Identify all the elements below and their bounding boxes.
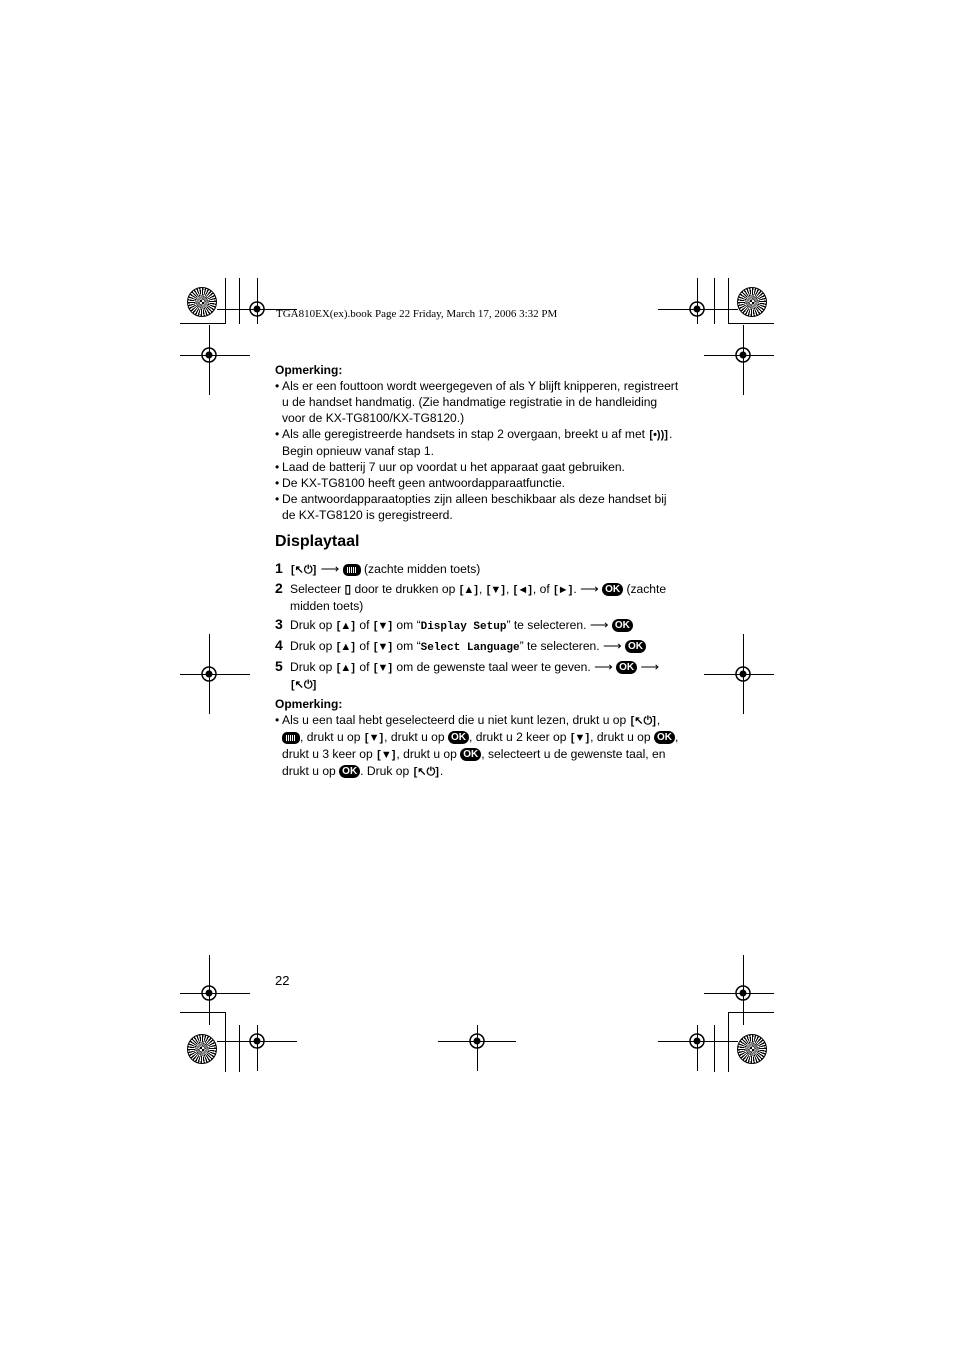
handset-icon: ▯	[344, 582, 352, 596]
page-content	[275, 362, 680, 780]
ok-key-icon: OK	[612, 619, 633, 632]
down-key-icon: [ ▼ ]	[373, 618, 393, 634]
note-title: Opmerking:	[275, 697, 343, 711]
section-title: Displaytaal	[275, 533, 360, 550]
up-key-icon: [ ▲ ]	[336, 660, 356, 676]
ok-key-icon: OK	[448, 731, 469, 744]
ok-key-icon: OK	[625, 640, 646, 653]
page-number: 22	[275, 973, 290, 988]
down-key-icon: [ ▼ ]	[376, 747, 396, 763]
display-text: Display Setup	[420, 621, 507, 633]
up-key-icon: [ ▲ ]	[336, 618, 356, 634]
ok-key-icon: OK	[602, 583, 623, 596]
ok-key-icon: OK	[339, 765, 360, 778]
down-key-icon: [ ▼ ]	[364, 730, 384, 746]
note-item: • De KX-TG8100 heeft geen antwoordapparaatfunctie.	[275, 475, 680, 491]
note-item: • Laad de batterij 7 uur op voordat u het apparaat gaat gebruiken.	[275, 459, 680, 475]
arrow-right-icon: ⟶	[594, 659, 613, 674]
note-list	[275, 378, 680, 523]
steps-list	[275, 561, 680, 693]
ok-key-icon: OK	[460, 748, 481, 761]
step-4: 4 Druk op [ ▲ ] of [ ▼ ] om “Select Language” te selecteren. ⟶ OK	[275, 638, 680, 656]
note-title: Opmerking:	[275, 363, 343, 377]
step-1: 1 [ ↖⏻ ] ⟶ (zachte midden toets)	[275, 561, 680, 578]
arrow-right-icon: ⟶	[640, 659, 660, 674]
off-key-icon: [ ↖⏻ ]	[630, 713, 657, 729]
intercom-key-icon: [ •)) ]	[648, 427, 669, 443]
display-text: Select Language	[420, 642, 520, 654]
up-key-icon: [ ▲ ]	[459, 582, 479, 598]
off-key-icon: [ ↖⏻ ]	[290, 677, 317, 693]
arrow-right-icon: ⟶	[589, 617, 609, 632]
step-3: 3 Druk op [ ▲ ] of [ ▼ ] om “Display Setup” te selecteren. ⟶ OK	[275, 617, 680, 635]
off-key-icon: [ ↖⏻ ]	[290, 562, 317, 578]
menu-key-icon	[282, 732, 300, 744]
arrow-right-icon: ⟶	[580, 581, 599, 596]
down-key-icon: [ ▼ ]	[373, 660, 393, 676]
ok-key-icon: OK	[654, 731, 675, 744]
step-2: 2 Selecteer ▯ door te drukken op [ ▲ ] , [ ▼ ] , [ ◄ ] , of [ ► ] . ⟶ OK (zachte midden toets)	[275, 581, 680, 614]
menu-key-icon	[343, 564, 361, 576]
off-key-icon: [ ↖⏻ ]	[413, 764, 440, 780]
note-item: • De antwoordapparaatopties zijn alleen beschikbaar als deze handset bij de KX-TG8120 is geregistreerd.	[275, 491, 680, 523]
up-key-icon: [ ▲ ]	[336, 639, 356, 655]
file-header: TGA810EX(ex).book Page 22 Friday, March 17, 2006 3:32 PM	[276, 308, 558, 320]
note-item: • Als alle geregistreerde handsets in stap 2 overgaan, breekt u af met [ •)) ] . Begin opnieuw vanaf stap 1.	[275, 426, 680, 459]
arrow-right-icon: ⟶	[320, 561, 340, 576]
down-key-icon: [ ▼ ]	[373, 639, 393, 655]
down-key-icon: [ ▼ ]	[570, 730, 590, 746]
note-item: • Als u een taal hebt geselecteerd die u niet kunt lezen, drukt u op [ ↖⏻ ] , , drukt u op [ ▼ ] , drukt u op OK , drukt u 2 keer op [ ▼ ] , drukt u op OK , drukt u 3 keer op [ ▼ ] , drukt u op OK , selecteert u de gewenste taal, en drukt u op OK . Druk op [ ↖⏻ ] .	[275, 712, 680, 780]
ok-key-icon: OK	[616, 661, 637, 674]
note-item: • Als er een fouttoon wordt weergegeven of als Y blijft knipperen, registreert u de handset handmatig. (Zie handmatige registratie in de handleiding voor de KX-TG8100/KX-TG8120.)	[275, 378, 680, 426]
right-key-icon: [ ► ]	[553, 582, 573, 598]
step-5: 5 Druk op [ ▲ ] of [ ▼ ] om de gewenste taal weer te geven. ⟶ OK ⟶ [ ↖⏻ ]	[275, 659, 680, 693]
down-key-icon: [ ▼ ]	[486, 582, 506, 598]
arrow-right-icon: ⟶	[603, 638, 622, 653]
note-list	[275, 712, 680, 780]
left-key-icon: [ ◄ ]	[513, 582, 533, 598]
